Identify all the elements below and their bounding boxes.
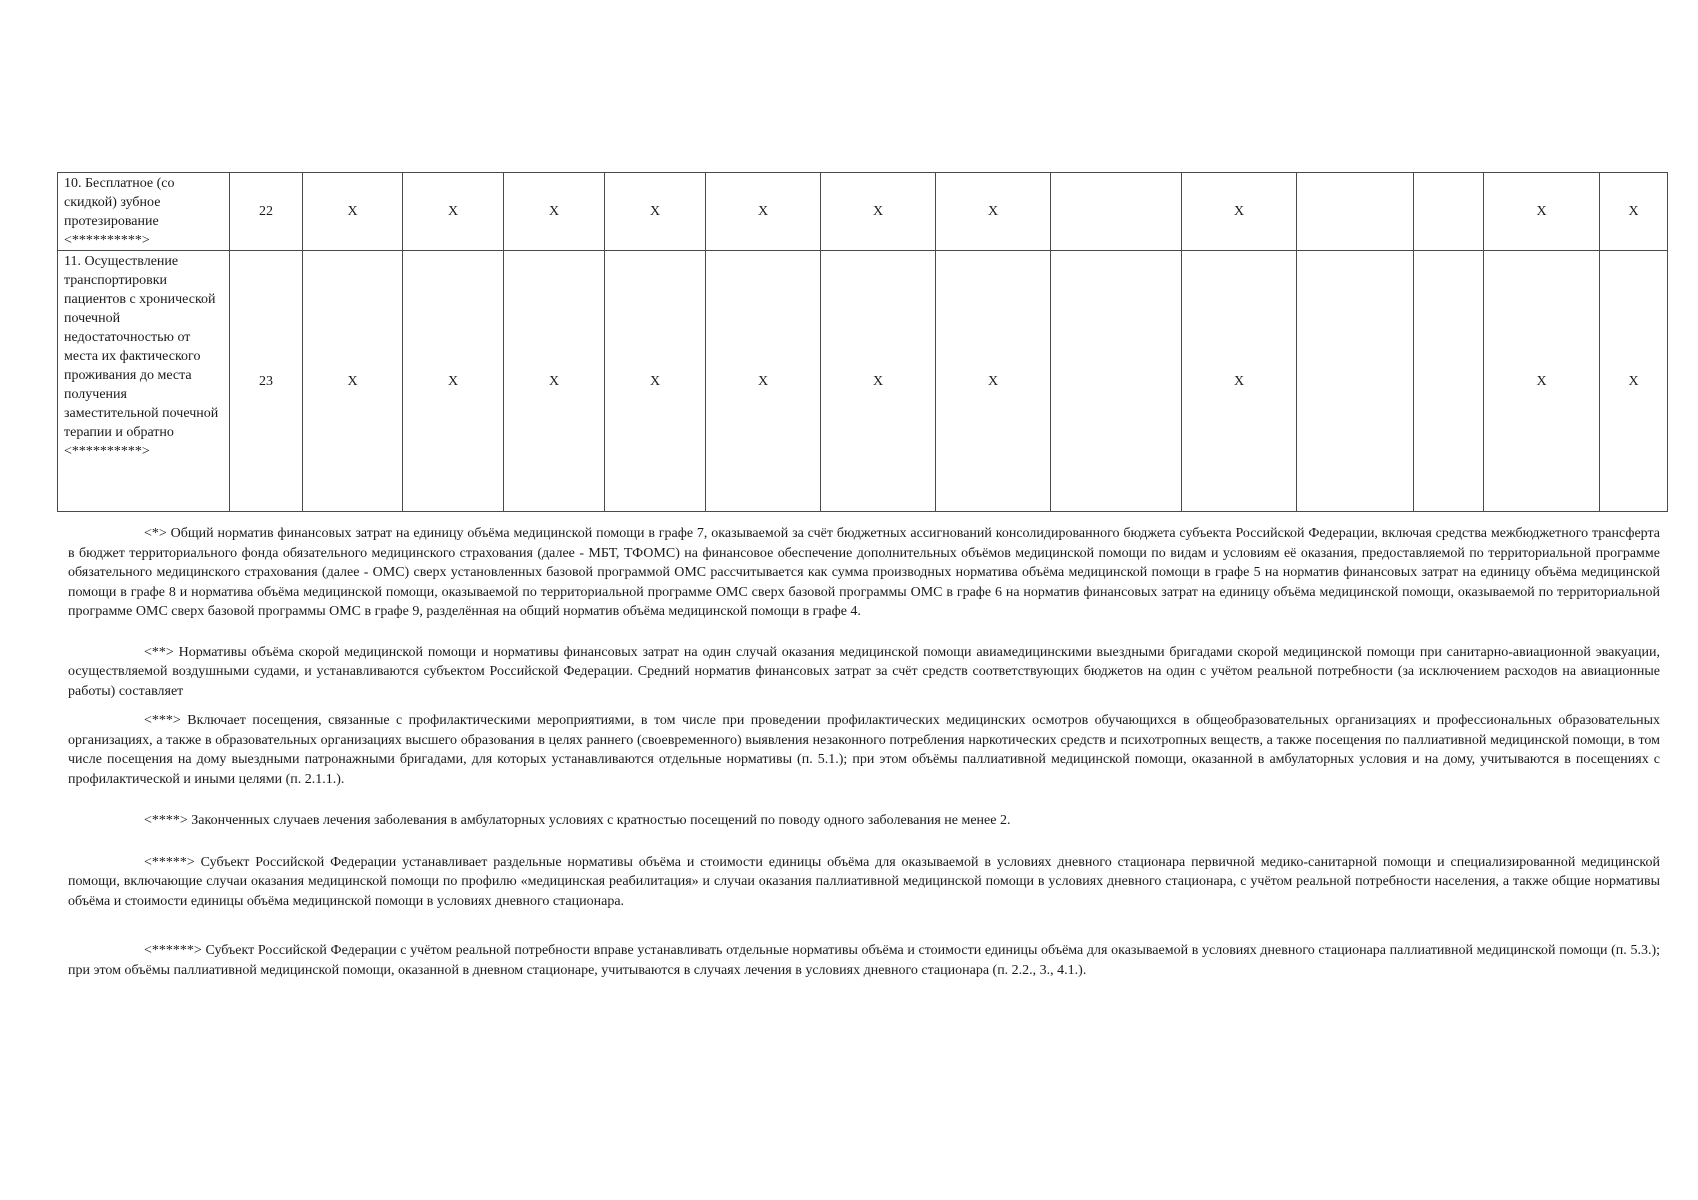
table-cell: [1051, 251, 1182, 512]
table-cell: Х: [1600, 173, 1668, 251]
table-cell: Х: [403, 173, 504, 251]
table-row: [58, 173, 1668, 251]
table-cell: Х: [821, 173, 936, 251]
table-cell: Х: [403, 251, 504, 512]
table-cell: [1297, 251, 1414, 512]
footnote-1: <*> Общий норматив финансовых затрат на единицу объёма медицинской помощи в графе 7, оказываемой за счёт бюджетных ассигнований консолидированного бюджета субъекта Российской Федерации, включая средства межбюджетного трансферта в бюджет территориального фонда обязательного медицинского страхования (далее - МБТ, ТФОМС) на финансовое обеспечение дополнительных объёмов медицинской помощи по видам и условиям её оказания, предоставляемой по территориальной программе обязательного медицинского страхования (далее - ОМС) сверх установленных базовой программой ОМС рассчитывается как сумма производных норматива объёма медицинской помощи в графе 5 на норматив финансовых затрат на единицу объёма медицинской помощи в графе 8 и норматива объёма медицинской помощи, оказываемой по территориальной программе ОМС сверх базовой программы ОМС в графе 6 на норматив финансовых затрат на единицу объёма медицинской помощи, оказываемой по территориальной программе ОМС сверх базовой программы ОМС в графе 9, разделённая на общий норматив объёма медицинской помощи в графе 4.: [68, 526, 1660, 619]
row-name-cell: 11. Осуществление транспортировки пациентов с хронической почечной недостаточностью от места их фактического проживания до места получения заместительной почечной терапии и обратно <**********>: [58, 251, 230, 512]
table-cell: Х: [303, 173, 403, 251]
table-row: [58, 251, 1668, 512]
table-cell: Х: [504, 251, 605, 512]
table-cell: Х: [1484, 173, 1600, 251]
table-cell: Х: [706, 173, 821, 251]
table-cell: [1051, 173, 1182, 251]
table-cell: Х: [821, 251, 936, 512]
footnotes: [68, 524, 1660, 980]
table-cell: [1414, 173, 1484, 251]
table-cell: [1414, 251, 1484, 512]
footnote-3: <***> Включает посещения, связанные с профилактическими мероприятиями, в том числе при проведении профилактических медицинских осмотров обучающихся в общеобразовательных организациях и профессиональных образовательных организациях, а также в образовательных организациях высшего образования в целях раннего (своевременного) выявления незаконного потребления наркотических средств и психотропных веществ, а также посещения по паллиативной медицинской помощи, в том числе посещения на дому выездными патронажными бригадами, для которых устанавливаются отдельные нормативы (п. 5.1.); при этом объёмы паллиативной медицинской помощи, оказанной в амбулаторных условия и на дому, учитываются в посещениях с профилактической и иными целями (п. 2.1.1.).: [68, 713, 1660, 787]
table-cell: Х: [936, 251, 1051, 512]
footnote-6: <******> Субъект Российской Федерации с учётом реальной потребности вправе устанавливать отдельные нормативы объёма и стоимости единицы объёма для оказываемой в условиях дневного стационара паллиативной медицинской помощи (п. 5.3.); при этом объёмы паллиативной медицинской помощи, оказанной в дневном стационаре, учитываются в случаях лечения в условиях дневного стационара (п. 2.2., 3., 4.1.).: [68, 943, 1660, 978]
footnote-4: <****> Законченных случаев лечения заболевания в амбулаторных условиях с кратностью посещений по поводу одного заболевания не менее 2.: [144, 813, 1011, 828]
table-cell: Х: [936, 173, 1051, 251]
table-cell: Х: [1182, 173, 1297, 251]
table-cell: Х: [303, 251, 403, 512]
table-cell: Х: [706, 251, 821, 512]
norms-table: [57, 172, 1668, 512]
table-cell: Х: [605, 251, 706, 512]
row-number-cell: 22: [230, 173, 303, 251]
footnote-2: <**> Нормативы объёма скорой медицинской помощи и нормативы финансовых затрат на один случай оказания медицинской помощи авиамедицинскими выездными бригадами скорой медицинской помощи при санитарно-авиационной эвакуации, осуществляемой воздушными судами, и устанавливаются субъектом Российской Федерации. Средний норматив финансовых затрат за счёт средств соответствующих бюджетов на один с учётом реальной потребности (за исключением расходов на авиационные работы) составляет: [68, 644, 1660, 699]
table-cell: Х: [1484, 251, 1600, 512]
footnote-5: <*****> Субъект Российской Федерации устанавливает раздельные нормативы объёма и стоимости единицы объёма для оказываемой в условиях дневного стационара первичной медико-санитарной помощи и специализированной медицинской помощи, включающие случаи оказания медицинской помощи по профилю «медицинская реабилитация» и случаи оказания паллиативной медицинской помощи в условиях дневного стационара, с учётом реальной потребности населения, а также общие нормативы объёма и стоимости единицы объёма медицинской помощи в условиях дневного стационара.: [68, 854, 1660, 909]
table-cell: Х: [605, 173, 706, 251]
table-cell: Х: [1182, 251, 1297, 512]
row-name-cell: 10. Бесплатное (со скидкой) зубное протезирование <**********>: [58, 173, 230, 251]
table-cell: Х: [1600, 251, 1668, 512]
row-number-cell: 23: [230, 251, 303, 512]
table-cell: [1297, 173, 1414, 251]
table-cell: Х: [504, 173, 605, 251]
